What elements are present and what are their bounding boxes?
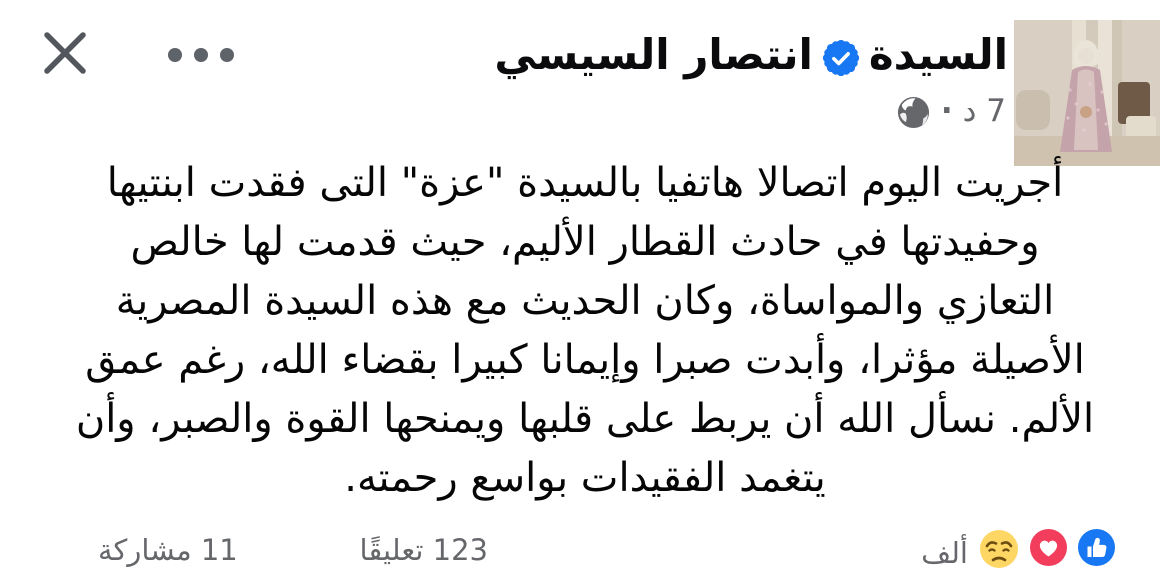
name-text: انتصار السيسي	[494, 30, 813, 79]
post-meta	[896, 92, 1006, 130]
sad-reaction-icon[interactable]	[979, 529, 1019, 573]
reactions-count[interactable]: ألف	[921, 536, 968, 570]
post-text-line: الأصيلة مؤثرا، وأبدت صبرا وإيمانا كبيرا بقضاء الله، رغم عمق	[85, 337, 1085, 383]
close-icon	[38, 68, 92, 83]
timestamp[interactable]: 7 د	[962, 93, 1006, 129]
page-name[interactable]	[494, 30, 1008, 79]
post-text	[48, 154, 1122, 508]
love-reaction-icon[interactable]	[1030, 529, 1067, 570]
post-text-line: الألم. نسأل الله أن يربط على قلبها ويمنحها القوة والصبر، وأن	[75, 396, 1095, 442]
ellipsis-icon	[220, 48, 234, 62]
shares-count[interactable]: 11 مشاركة	[98, 533, 238, 567]
like-reaction-icon[interactable]	[1078, 529, 1115, 570]
comments-shares-summary[interactable]	[98, 533, 488, 567]
close-button[interactable]	[38, 26, 92, 80]
post-text-line: أجريت اليوم اتصالا هاتفيا بالسيدة "عزة" التى فقدت ابنتيها	[106, 160, 1064, 206]
reactions-summary[interactable]	[921, 529, 1115, 573]
more-options-button[interactable]	[168, 40, 234, 70]
ellipsis-icon	[194, 48, 208, 62]
comments-count[interactable]: 123 تعليقًا	[359, 533, 488, 567]
globe-icon	[896, 95, 931, 130]
meta-separator: ·	[940, 93, 953, 129]
post-text-line: يتغمد الفقيدات بواسع رحمته.	[344, 455, 826, 501]
post-text-line: التعازي والمواساة، وكان الحديث مع هذه السيدة المصرية	[115, 278, 1055, 324]
verified-badge-icon	[822, 38, 860, 76]
post-text-line: وحفيدتها في حادث القطار الأليم، حيث قدمت لها خالص	[130, 219, 1040, 265]
ellipsis-icon	[168, 48, 182, 62]
avatar[interactable]	[1014, 20, 1160, 166]
name-title: السيدة	[868, 30, 1008, 79]
